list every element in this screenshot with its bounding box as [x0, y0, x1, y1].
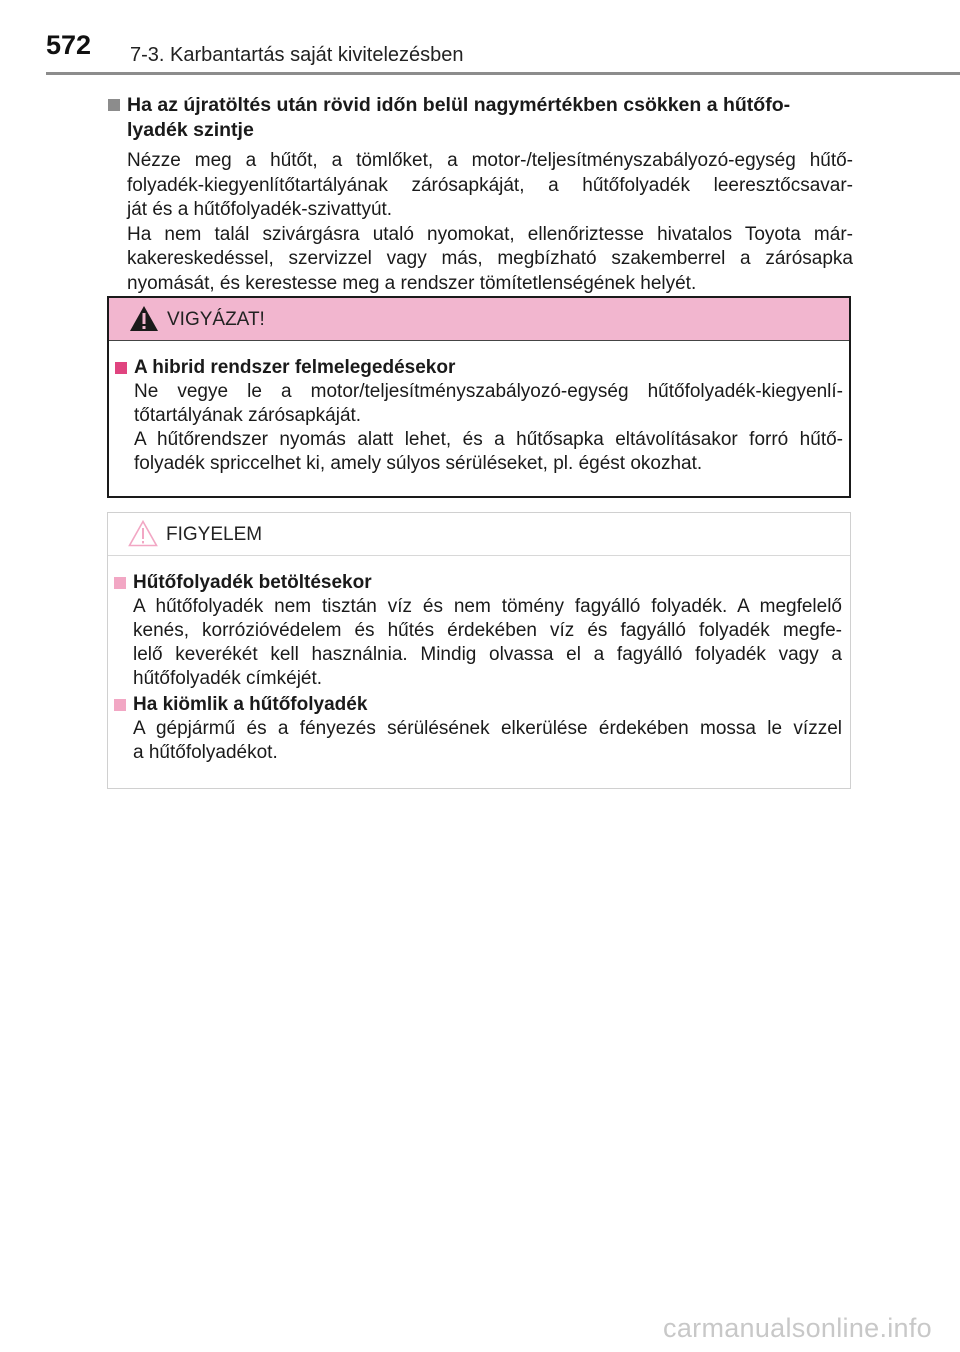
- section-title-line: lyadék szintje: [127, 119, 254, 141]
- body-line: A gépjármű és a fényezés sérülésének elkerülése érdekében mossa le vízzel: [133, 718, 842, 739]
- watermark: carmanualsonline.info: [663, 1313, 932, 1343]
- warning-header: [109, 298, 849, 341]
- chapter-title: 7-3. Karbantartás saját kivitelezésben: [130, 44, 464, 66]
- body-line: folyadék spriccelhet ki, amely súlyos sérüléseket, pl. égést okozhat.: [134, 453, 703, 474]
- coolant-level-section: [108, 93, 853, 296]
- item-body: [133, 595, 842, 691]
- body-line: Ha nem talál szivárgásra utaló nyomokat, ellenőriztesse hivatalos Toyota már-: [127, 223, 853, 245]
- item-heading: [114, 571, 842, 595]
- body-line: hűtőfolyadék címkéjét.: [133, 668, 323, 689]
- item-title: A hibrid rendszer felmelegedésekor: [134, 357, 456, 378]
- page-number: 572: [46, 30, 92, 60]
- item-title: Ha kiömlik a hűtőfolyadék: [133, 694, 368, 715]
- warning-item: [115, 356, 843, 476]
- header-divider: [46, 72, 960, 75]
- notice-box: [107, 512, 851, 789]
- body-line: A hűtőrendszer nyomás alatt lehet, és a hűtősapka eltávolításakor forró hűtő-: [134, 429, 843, 450]
- body-line: tőtartályának zárósapkáját.: [134, 405, 362, 426]
- notice-item: [114, 693, 842, 765]
- warning-label: VIGYÁZAT!: [167, 309, 265, 330]
- section-body: [127, 149, 853, 296]
- square-bullet-icon: [114, 699, 126, 711]
- section-title-line: Ha az újratöltés után rövid időn belül nagymértékben csökken a hűtőfo-: [127, 94, 791, 116]
- section-heading: [108, 93, 853, 143]
- item-title: Hűtőfolyadék betöltésekor: [133, 572, 372, 593]
- body-line: folyadék-kiegyenlítőtartályának zárósapkáját, a hűtőfolyadék leeresztőcsavar-: [127, 174, 853, 196]
- page-header: [0, 0, 960, 80]
- item-heading: [115, 356, 843, 380]
- body-line: lelő keverékét kell használnia. Mindig olvassa el a fagyálló folyadék vagy a: [133, 644, 842, 665]
- notice-header: [108, 513, 850, 556]
- body-line: kakereskedéssel, szervizzel vagy más, megbízható szakemberrel a zárósapka: [127, 248, 853, 269]
- square-bullet-icon: [115, 362, 127, 374]
- body-line: nyomását, és kerestesse meg a rendszer tömítetlenségének helyét.: [127, 272, 697, 294]
- square-bullet-icon: [114, 577, 126, 589]
- notice-item: [114, 571, 842, 691]
- notice-label: FIGYELEM: [166, 524, 263, 545]
- item-heading: [114, 693, 842, 717]
- item-body: [133, 717, 842, 765]
- body-line: A hűtőfolyadék nem tisztán víz és nem tömény fagyálló folyadék. A megfelelő: [133, 596, 842, 617]
- warning-triangle-icon: [129, 305, 159, 332]
- caution-triangle-icon: [128, 520, 158, 547]
- body-line: Nézze meg a hűtőt, a tömlőket, a motor-/teljesítményszabályozó-egység hűtő-: [127, 150, 853, 171]
- body-line: Ne vegye le a motor/teljesítményszabályozó-egység hűtőfolyadék-kiegyenlí-: [134, 381, 843, 402]
- body-line: kenés, korrózióvédelem és hűtés érdekében víz és fagyálló folyadék megfe-: [133, 620, 842, 641]
- section-title: [127, 93, 790, 143]
- body-line: ját és a hűtőfolyadék-szivattyút.: [127, 199, 393, 220]
- item-body: [134, 380, 843, 476]
- body-line: a hűtőfolyadékot.: [133, 742, 278, 763]
- warning-box: [107, 296, 851, 498]
- square-bullet-icon: [108, 99, 120, 111]
